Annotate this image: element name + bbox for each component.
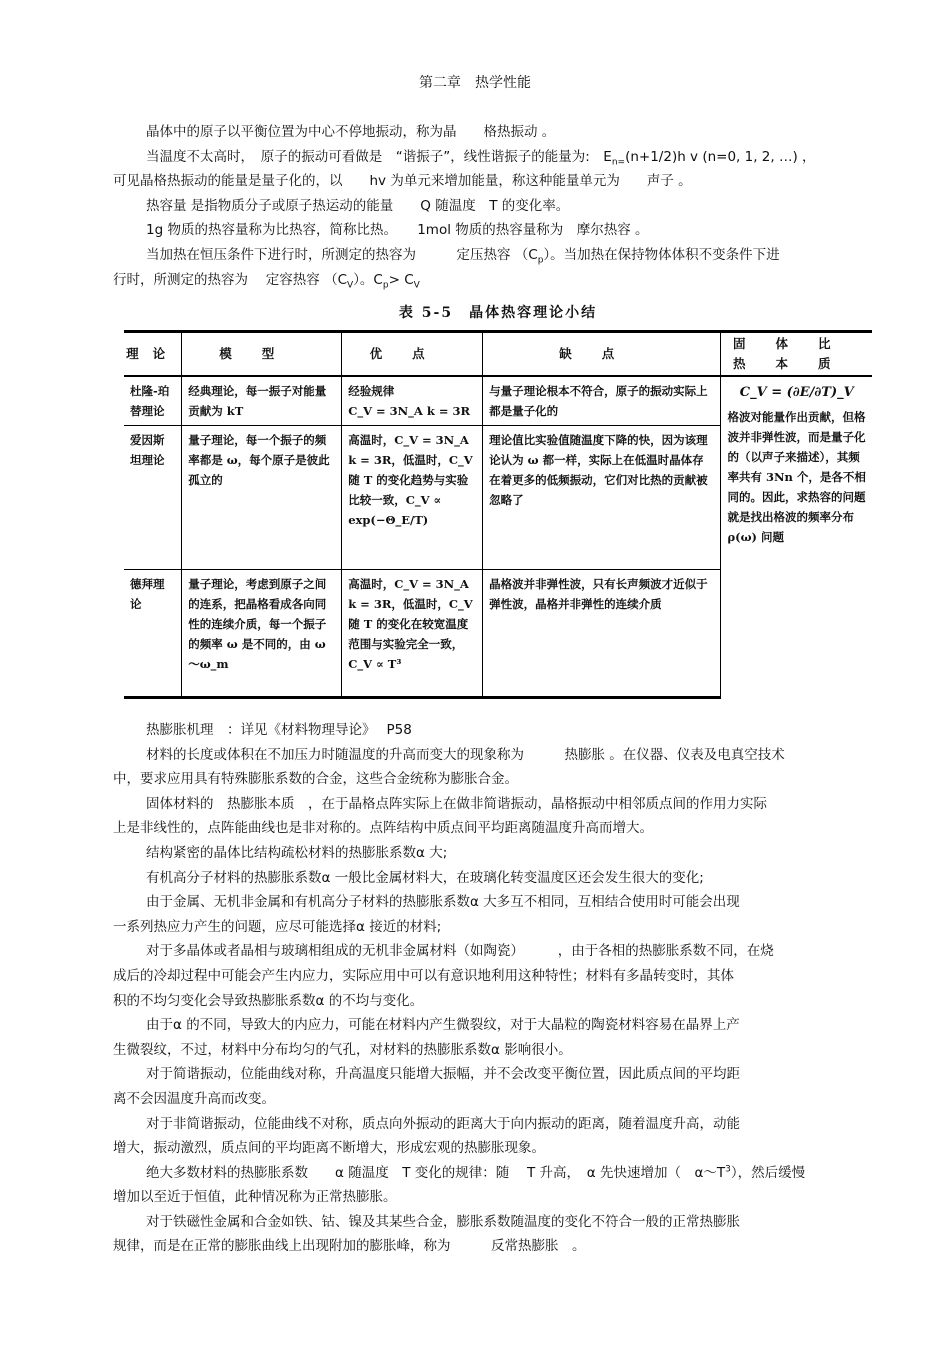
- paragraph: 对于多晶体或者晶相与玻璃相组成的无机非金属材料（如陶瓷） ，由于各相的热膨胀系数不同，在烧: [146, 943, 774, 960]
- header-pros: 优点: [342, 332, 483, 377]
- cell-cons: 与量子理论根本不符合，原子的振动实际上都是量子化的: [483, 376, 721, 426]
- paragraph: 固体材料的 热膨胀本质 ，在于晶格点阵实际上在做非简谐振动，晶格振动中相邻质点间的作用力实际: [146, 795, 767, 812]
- cell-essence: [721, 376, 872, 698]
- paragraph: 离不会因温度升高而改变。: [113, 1090, 275, 1107]
- theory-table: [124, 330, 872, 699]
- cell-theory: 杜隆-珀替理论: [124, 376, 182, 426]
- paragraph: 成后的冷却过程中可能会产生内应力，实际应用中可以有意识地利用这种特性；材料有多晶转变时，其体: [113, 967, 734, 984]
- paragraph: 晶体中的原子以平衡位置为中心不停地振动，称为晶 格热振动 。: [146, 124, 556, 140]
- chapter-title: 第二章 热学性能: [419, 75, 531, 91]
- header-model: 模型: [182, 332, 342, 377]
- essence-text: 格波对能量作出贡献，但格波并非弹性波，而是量子化的（以声子来描述），其频率共有 3Nn 个，是各不相同的。因此，求热容的问题就是找出格波的频率分布 ρ(ω) 问题: [727, 410, 866, 544]
- theory-table-figure: [124, 302, 872, 702]
- table-row: [124, 376, 872, 426]
- paragraph: 绝大多数材料的热膨胀系数 α 随温度 T 变化的规律：随 T 升高， α 先快速增加（ $\alpha\sim T^3$），然后缓慢: [146, 1164, 806, 1181]
- cell-model: 量子理论，考虑到原子之间的连系，把晶格看成各向同性的连续介质，每一个振子的频率 ω 是不同的，由 ω～ω_m: [182, 570, 342, 698]
- cell-theory: 德拜理论: [124, 570, 182, 698]
- paragraph: 对于非简谐振动，位能曲线不对称，质点向外振动的距离大于向内振动的距离，随着温度升高，动能: [146, 1115, 740, 1132]
- paragraph: 积的不均匀变化会导致热膨胀系数α 的不均与变化。: [113, 992, 424, 1009]
- table-title: 表 5-5 晶体热容理论小结: [398, 305, 598, 321]
- essence-formula: C_V = (∂E/∂T)_V: [739, 385, 854, 400]
- paragraph: 上是非线性的，点阵能曲线也是非对称的。点阵结构中质点间平均距离随温度升高而增大。: [113, 820, 653, 837]
- cell-model: 量子理论，每一个振子的频率都是 ω，每个原子是彼此孤立的: [182, 426, 342, 570]
- paragraph: 行时，所测定的热容为 定容热容 $(C_V)$。$C_p> C_V$: [113, 271, 420, 291]
- paragraph: 当温度不太高时， 原子的振动可看做是 “谐振子”，线性谐振子的能量为: $E_{n=}(n+1/2)h$ v (n=0, 1, 2, …) ，: [146, 148, 816, 168]
- paragraph: 可见晶格热振动的能量是量子化的，以 hv 为单元来增加能量，称这种能量单元为 声子 。: [113, 173, 692, 190]
- paragraph: 结构紧密的晶体比结构疏松材料的热膨胀系数α 大;: [146, 844, 448, 861]
- cell-cons: 理论值比实验值随温度下降的快，因为该理论认为 ω 都一样，实际上在低温时晶体存在着更多的低频振动，它们对比热的贡献被忽略了: [483, 426, 721, 570]
- cell-theory: 爱因斯坦理论: [124, 426, 182, 570]
- header-essence: 固体比热本质: [721, 332, 872, 377]
- paragraph: 有机高分子材料的热膨胀系数α 一般比金属材料大，在玻璃化转变温度区还会发生很大的变化;: [146, 869, 704, 886]
- cell-cons: 晶格波并非弹性波，只有长声频波才近似于弹性波，晶格并非弹性的连续介质: [483, 570, 721, 698]
- paragraph: 热容量 是指物质分子或原子热运动的能量 Q 随温度 T 的变化率。: [146, 197, 570, 214]
- expansion-section: [113, 718, 883, 1259]
- paragraph: 生微裂纹，不过，材料中分布均匀的气孔，对材料的热膨胀系数α 影响很小。: [113, 1041, 572, 1058]
- paragraph: 当加热在恒压条件下进行时，所测定的热容为 定压热容 $(C_p)$。当加热在保持物体体积不变条件下进: [146, 246, 780, 266]
- paragraph: 材料的长度或体积在不加压力时随温度的升高而变大的现象称为 热膨胀 。在仪器、仪表及电真空技术: [146, 746, 785, 763]
- cell-pros: 经验规律 C_V = 3N_A k = 3R: [342, 376, 483, 426]
- paragraph: 由于α 的不同，导致大的内应力，可能在材料内产生微裂纹，对于大晶粒的陶瓷材料容易在晶界上产: [146, 1017, 740, 1034]
- paragraph: 增加以至近于恒值，此种情况称为正常热膨胀。: [113, 1189, 397, 1206]
- paragraph: 增大，振动激烈，质点间的平均距离不断增大，形成宏观的热膨胀现象。: [113, 1140, 545, 1157]
- paragraph: 对于简谐振动，位能曲线对称，升高温度只能增大振幅，并不会改变平衡位置，因此质点间的平均距: [146, 1066, 740, 1083]
- header-theory: 理论: [124, 332, 182, 377]
- paragraph: 规律，而是在正常的膨胀曲线上出现附加的膨胀峰，称为 反常热膨胀 。: [113, 1238, 586, 1255]
- paragraph: 中，要求应用具有特殊膨胀系数的合金，这些合金统称为膨胀合金。: [113, 771, 518, 788]
- cell-pros: 高温时，C_V = 3N_A k = 3R，低温时，C_V 随 T 的变化趋势与实验比较一致，C_V ∝ exp(−Θ_E/T): [342, 426, 483, 570]
- paragraph: 对于铁磁性金属和合金如铁、钴、镍及其某些合金，膨胀系数随温度的变化不符合一般的正常热膨胀: [146, 1213, 740, 1230]
- cell-model: 经典理论，每一振子对能量贡献为 kT: [182, 376, 342, 426]
- paragraph: 一系列热应力产生的问题，应尽可能选择α 接近的材料;: [113, 918, 442, 935]
- header-cons: 缺点: [483, 332, 721, 377]
- intro-section: [113, 120, 883, 292]
- paragraph: 由于金属、无机非金属和有机高分子材料的热膨胀系数α 大多互不相同，互相结合使用时可能会出现: [146, 894, 740, 911]
- paragraph: 热膨胀机理 ：详见《材料物理导论》 P58: [146, 722, 412, 738]
- table-header-row: [124, 332, 872, 377]
- paragraph: 1g 物质的热容量称为比热容，简称比热。 1mol 物质的热容量称为 摩尔热容 。: [146, 222, 649, 239]
- cell-pros: 高温时，C_V = 3N_A k = 3R，低温时，C_V 随 T 的变化在较宽温度范围与实验完全一致，C_V ∝ T³: [342, 570, 483, 698]
